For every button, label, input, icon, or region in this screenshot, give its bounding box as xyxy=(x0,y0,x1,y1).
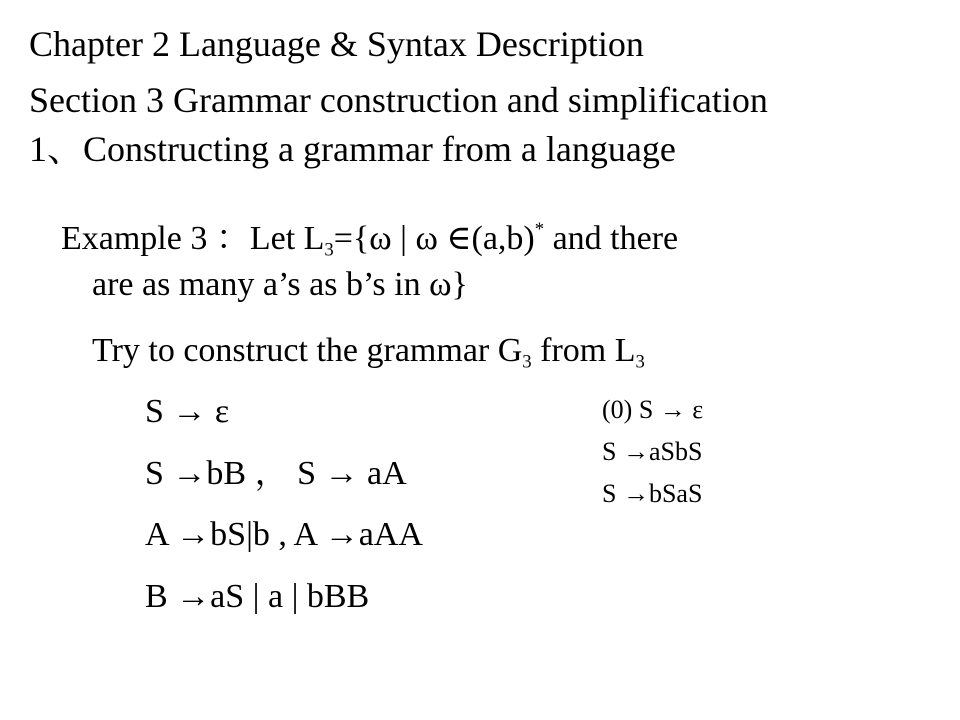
example-lead: Example 3 ：Let L xyxy=(61,220,325,257)
example-lead-subscript: 3 xyxy=(324,239,334,261)
example-statement xyxy=(61,218,679,261)
chapter-title: Chapter 2 Language & Syntax Description xyxy=(29,24,644,64)
rule-left-4: B →aS | a | bBB xyxy=(145,578,370,615)
example-set: ={ω | ω ∈(a,b) xyxy=(333,220,535,257)
rule-left-3: A →bS|b , A →aAA xyxy=(145,516,423,553)
subsection-title: 1、Constructing a grammar from a language xyxy=(29,129,676,169)
rule-left-2: S →bB ， S → aA xyxy=(145,455,407,492)
rule-left-1: S → ε xyxy=(145,393,230,430)
rule-right-1: (0) S → ε xyxy=(602,395,704,424)
task-l-subscript: 3 xyxy=(635,351,645,373)
task-g-subscript: 3 xyxy=(522,351,532,373)
task-mid: from L xyxy=(531,332,636,369)
example-statement-cont: are as many a’s as b’s in ω} xyxy=(92,266,468,303)
rule-right-3: S →bSaS xyxy=(602,479,703,508)
rule-right-2: S →aSbS xyxy=(602,437,703,466)
section-title: Section 3 Grammar construction and simplification xyxy=(29,80,768,120)
task-text: Try to construct the grammar G xyxy=(92,332,523,369)
task-statement xyxy=(92,332,645,373)
example-kleene-star: * xyxy=(534,218,545,240)
example-lead-end: and there xyxy=(544,220,679,257)
